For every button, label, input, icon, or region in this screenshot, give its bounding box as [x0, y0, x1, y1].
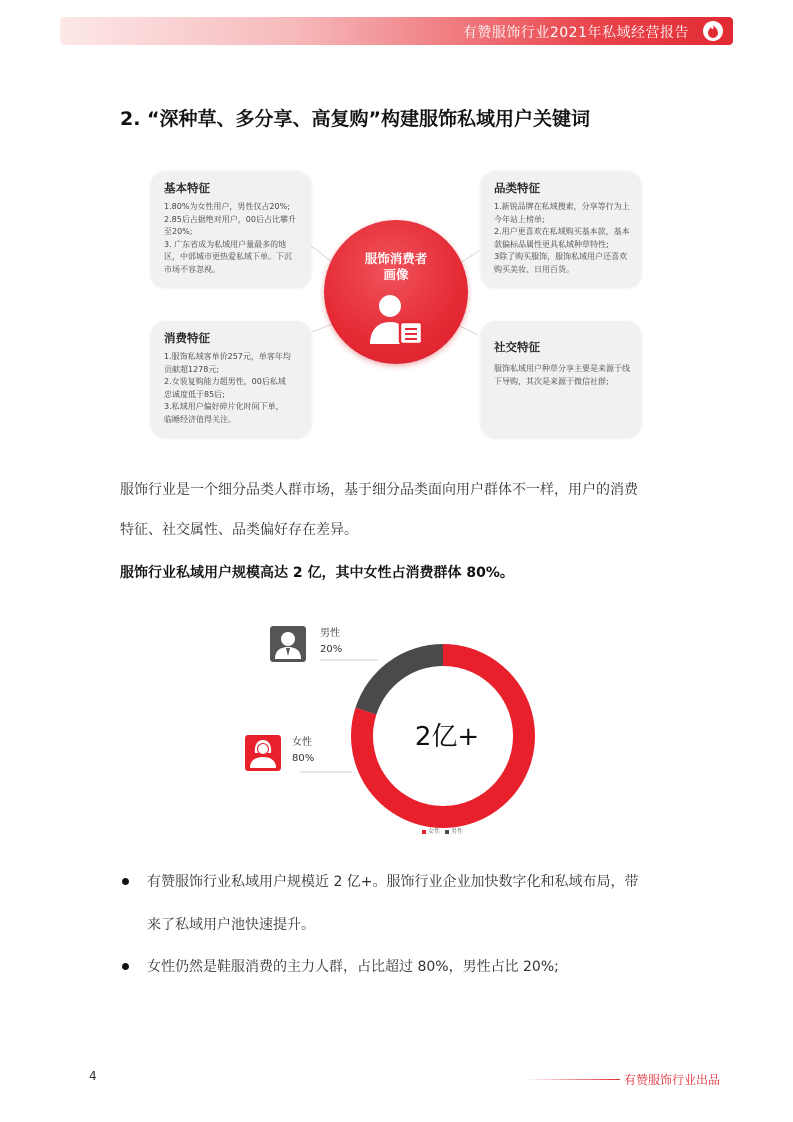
female-label [292, 735, 314, 767]
persona-center-circle [324, 220, 468, 364]
bullet-dot [122, 963, 129, 970]
footer-divider [525, 1079, 620, 1080]
footer-brand: 有赞服饰行业出品 [624, 1073, 721, 1087]
legend-female: 女性 [428, 828, 441, 835]
female-icon [245, 735, 281, 771]
chart-label-lines [300, 650, 430, 780]
card-text: 服饰私域用户种草分享主要是来源于线 下导购，其次是来源于微信社群; [494, 364, 630, 386]
section-title: 2. “深种草、多分享、高复购”构建服饰私域用户关键词 [120, 108, 591, 130]
male-percent: 20% [320, 644, 343, 655]
card-title: 品类特征 [494, 181, 540, 195]
card-text: 1.新锐品牌在私域搜索，分享等行为上 今年站上榜单; 2.用户更喜欢在私域购买基本款，基本 款偏标品属性更具私域种草特性; 3除了购买服饰，服饰私域用户还喜欢 购买美妆、日用百货。 [494, 202, 630, 274]
female-category: 女性 [292, 737, 312, 748]
paragraph-line: 服饰行业是一个细分品类人群市场，基于细分品类面向用户群体不一样，用户的消费 [120, 482, 638, 498]
bullet-text: 女性仍然是鞋服消费的主力人群，占比超过 80%，男性占比 20%; [147, 959, 559, 975]
card-title: 消费特征 [164, 331, 210, 345]
user-card-icon [368, 292, 428, 348]
card-category-features [481, 171, 641, 287]
legend-swatch-male [445, 830, 449, 834]
legend-swatch-female [422, 830, 426, 834]
header-banner [60, 17, 733, 45]
bullet-text: 有赞服饰行业私域用户规模近 2 亿+。服饰行业企业加快数字化和私域布局，带 [147, 874, 639, 890]
card-basic-features [151, 171, 311, 287]
female-percent: 80% [292, 753, 315, 764]
chart-legend [422, 826, 463, 835]
bullet-text: 来了私域用户池快速提升。 [147, 917, 315, 933]
paragraph-line: 特征、社交属性、品类偏好存在差异。 [120, 522, 358, 538]
persona-center-label: 服饰消费者 画像 [364, 251, 428, 282]
male-category: 男性 [320, 628, 340, 639]
card-title: 社交特征 [494, 340, 540, 354]
card-text: 1.80%为女性用户，男性仅占20%; 2.85后占据绝对用户，00后占比攀升 至20%; 3. 广东省成为私域用户量最多的地 区，中部城市更热爱私域下单。下沉 市场不容忽视。 [164, 202, 296, 274]
highlight-statement: 服饰行业私域用户规模高达 2 亿，其中女性占消费群体 80%。 [120, 565, 514, 581]
page-number: 4 [89, 1069, 97, 1083]
logo-icon [703, 21, 723, 41]
male-label [320, 626, 342, 658]
report-title: 有赞服饰行业2021年私域经营报告 [462, 25, 689, 41]
legend-male: 男性 [450, 828, 463, 835]
chart-center-value: 2亿+ [414, 722, 480, 752]
card-consumption-features [151, 321, 311, 437]
male-icon [270, 626, 306, 662]
card-social-features [481, 321, 641, 437]
bullet-dot [122, 878, 129, 885]
card-title: 基本特征 [164, 181, 210, 195]
card-text: 1.服饰私域客单价257元，单客年均 贡献超1278元; 2.女装复购能力超男性，00后私域 忠诚度低于85后; 3.私域用户偏好碎片化时间下单， 临睡经济值得关注。 [164, 352, 291, 424]
